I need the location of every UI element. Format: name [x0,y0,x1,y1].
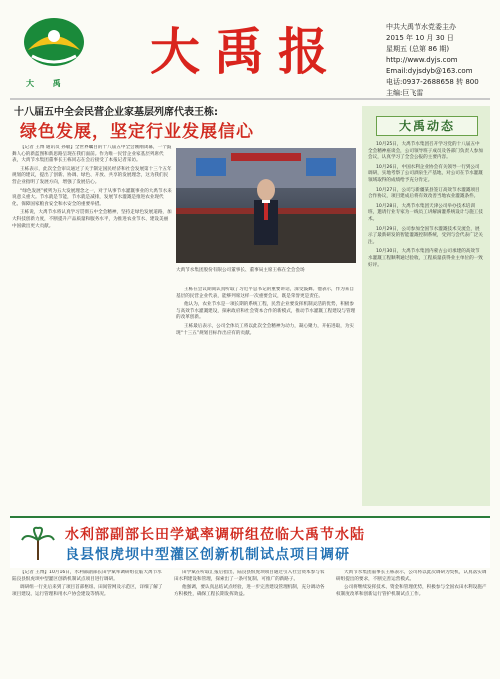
meta-editor: 主编:巨飞雷 [386,89,424,97]
logo-caption: 大 禹 [26,79,69,88]
masthead-divider [10,98,490,100]
bottom-column-1 [12,570,164,675]
lead-paragraph: 王栋表示，此次全会审议通过了关于制定国民经济和社会发展第十三个五年规划的建议，提出了创新、协调、绿色、开放、共享的发展理念，这为我们民营企业指明了发展方向，增强了发展信心。 [12,166,172,185]
meta-email: Email:dyjsdyb@163.com [386,67,473,75]
bottom-paragraph: 田学斌在听取汇报后指出，陆良县恨虎坝项目通过引入社会资本参与农田水利建设和管理，探索出了一条可复制、可推广的新路子。 [174,570,325,582]
sidebar-item: 10月26日，中国水利企业协会有关领导一行到公司调研，实地考察了公司酒泉生产基地，对公司在节水灌溉领域取得的成绩给予充分肯定。 [368,164,483,183]
bottom-column-3 [336,570,488,675]
sidebar-item: 10月30日，大禹节水集团内蒙古公司承建的高效节水灌溉工程顺利通过验收，工程质量获得业主单位的一致好评。 [368,249,483,268]
lead-paragraph: “绿色发展”被列为五大发展理念之一，对于从事节水灌溉事业的大禹节水来说意义重大。节水就是节能，节水就是减排，发展节水灌溉是推进农业现代化、保障国家粮食安全和水安全的重要举措。 [12,188,172,207]
bottom-headline-line1: 水利部副部长田学斌率调研组莅临大禹节水陆 [65,527,365,543]
sidebar-list [368,142,484,272]
sidebar-item: 10月28日，大禹节水集团天津公司举办技术培训班，邀请行业专家为一线员工讲解滴灌系统设计与施工技术。 [368,203,483,222]
bottom-paragraph: 公司将继续发挥技术、资金和管理优势，积极参与全国农田水利设施产权制度改革和创新运行管护机制试点工作。 [336,585,487,597]
bottom-column-2 [174,570,326,675]
palm-tree-icon [20,526,56,562]
bottom-paragraph: 大禹节水集团董事长王栋表示，公司将以此次调研为契机，认真落实调研组提出的要求，不断完善运营模式。 [336,570,487,582]
sidebar-item: 10月25日，大禹节水集团召开学习党的十八届五中全会精神座谈会，公司领导班子成员及各部门负责人参加会议，认真学习了全会公报的主要内容。 [368,142,483,161]
meta-website: http://www.dyjs.com [386,56,458,64]
lead-paragraph: 王栋在会议期间认真听取了习近平总书记的重要讲话，深受鼓舞。他表示，作为来自基层的民营企业代表，能够列席这样一次重要会议，既是荣誉更是责任。 [176,287,354,299]
meta-date: 2015 年 10 月 30 日 [386,34,454,42]
sidebar-item: 10月27日，公司与新疆某县签订高效节水灌溉项目合作协议，项目建成后将有效改善当地农业灌溉条件。 [368,187,480,200]
lead-body-right [176,287,356,500]
news-sidebar [362,106,490,506]
lead-paragraph: 王栋说，大禹节水将认真学习贯彻五中全会精神，坚持走绿色发展道路，加大科技创新力度，不断提升产品质量和服务水平，为推进农业节水、建设美丽中国做出更大贡献。 [12,210,172,229]
bottom-headline-line2: 良县恨虎坝中型灌区创新机制试点项目调研 [65,547,350,563]
lead-title: 绿色发展，坚定行业发展信心 [20,122,254,142]
bottom-banner [10,516,490,568]
meta-sponsor: 中共大禹节水党委主办 [386,23,456,31]
lead-paragraph: 【记者 王博 通讯员 孙敏】全世界瞩目的十八届五中全会刚刚闭幕，一个鼓舞人心的新蓝图和新思路呈现在我们面前。作为唯一民营企业家基层列席代表，大禹节水集团董事长王栋同志在会后接受了本报记者采访。 [12,145,172,164]
photo-caption: 大禹节水集团股份有限公司董事长、董事局主席王栋在全会会场 [176,268,305,273]
sidebar-item: 10月29日，公司参加全国节水灌溉技术交流会，展示了最新研发的智能灌溉控制系统，受到与会代表广泛关注。 [368,226,483,245]
lead-photo [176,148,356,263]
lead-paragraph: 他认为，农业节水是一项长期的系统工程，民营企业要发挥机制灵活的优势，积极参与高效节水灌溉建设，探索政府和社会资本合作的新模式，推动节水灌溉工程建设与管理的改革创新。 [176,302,356,321]
bottom-paragraph: 调研组一行先后来到了项目首部枢纽、田间管网及示范区，详细了解了项目建设、运行管理和用水户协会建设等情况。 [12,585,163,597]
masthead-meta [386,22,479,99]
bottom-paragraph: 【记者 王博】10月16日，水利部副部长田学斌率调研组莅临大禹节水陆良县恨虎坝中型灌区创新机制试点项目进行调研。 [12,570,162,582]
lead-body-left [12,145,172,500]
lead-paragraph: 王栋最后表示，公司全体员工将以此次全会精神为动力，凝心聚力，开拓进取，为实现“十三五”规划目标作出应有的贡献。 [176,323,354,336]
newspaper-title: 大禹报 [150,22,342,81]
bottom-paragraph: 他强调，要认真总结试点经验，进一步完善建设管理机制，充分调动各方积极性，确保工程长期发挥效益。 [174,585,325,597]
sidebar-title: 大禹动态 [376,116,478,136]
lead-headline: 十八届五中全会民营企业家基层列席代表王栋: [14,107,218,118]
meta-issue: 星期五 (总第 86 期) [386,45,450,53]
bottom-article-columns [12,570,490,675]
meta-phone: 电话:0937-2688658 转 800 [386,78,479,86]
meeting-photo-icon [176,148,356,263]
